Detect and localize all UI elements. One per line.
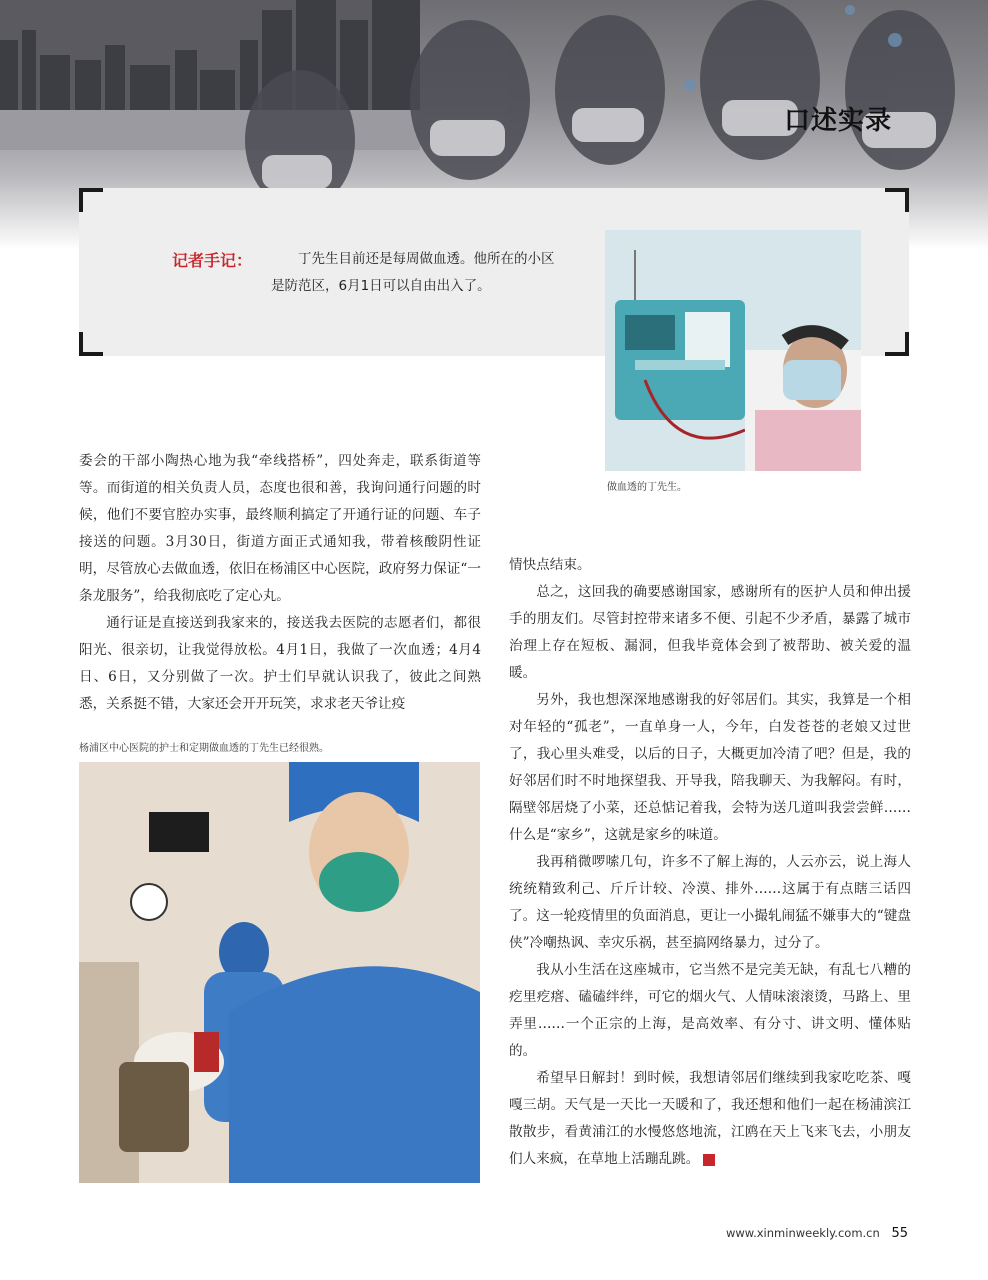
article-paragraph: 另外，我也想深深地感谢我的好邻居们。其实，我算是一个相对年轻的“孤老”，一直单身一人，今年，白发苍苍的老娘又过世了，我心里头难受，以后的日子，大概更加冷清了吧？但是，我的好邻居们时不时地探望我、开导我，陪我聊天、为我解闷。有时，隔壁邻居烧了小菜，还总惦记着我，会特为送几道叫我尝尝鲜……什么是“家乡”，这就是家乡的味道。 xyxy=(509,692,911,843)
nurse-photo xyxy=(79,762,480,1183)
reporter-note-label: 记者手记： xyxy=(172,251,253,270)
corner-bracket-top-left xyxy=(79,188,103,212)
article-paragraph: 我再稍微啰嗦几句，许多不了解上海的，人云亦云，说上海人统统精致利己、斤斤计较、冷漠、排外……这属于有点瞎三话四了。这一轮疫情里的负面消息，更让一小撮轧闹猛不嫌事大的“键盘侠”冷嘲热讽、幸灾乐祸，甚至搞网络暴力，过分了。 xyxy=(509,854,911,951)
article-left-column xyxy=(79,448,481,718)
reporter-note-text: 丁先生目前还是每周做血透。他所在的小区是防范区，6月1日可以自由出入了。 xyxy=(271,251,555,294)
top-photo-caption: 做血透的丁先生。 xyxy=(607,482,687,493)
page-footer xyxy=(726,1226,908,1241)
bottom-photo-caption: 杨浦区中心医院的护士和定期做血透的丁先生已经很熟。 xyxy=(79,743,329,754)
article-paragraph: 通行证是直接送到我家来的，接送我去医院的志愿者们，都很阳光、很亲切，让我觉得放松。4月1日，我做了一次血透；4月4日、6日，又分别做了一次。护士们早就认识我了，彼此之间熟悉，关系挺不错，大家还会开开玩笑，求求老天爷让疫 xyxy=(79,615,481,712)
article-paragraph: 希望早日解封！到时候，我想请邻居们继续到我家吃吃茶、嘎嘎三胡。天气是一天比一天暖和了，我还想和他们一起在杨浦滨江散散步，看黄浦江的水慢悠悠地流，江鸥在天上飞来飞去，小朋友们人来疯，在草地上活蹦乱跳。 xyxy=(509,1070,911,1167)
dialysis-patient-photo xyxy=(605,230,861,471)
corner-bracket-bottom-right xyxy=(885,332,909,356)
dialysis-photo-illustration xyxy=(605,230,861,471)
article-paragraph: 总之，这回我的确要感谢国家，感谢所有的医护人员和伸出援手的朋友们。尽管封控带来诸多不便、引起不少矛盾，暴露了城市治理上存在短板、漏洞，但我毕竟体会到了被帮助、被关爱的温暖。 xyxy=(509,584,911,681)
nurse-photo-illustration xyxy=(79,762,480,1183)
corner-bracket-bottom-left xyxy=(79,332,103,356)
corner-bracket-top-right xyxy=(885,188,909,212)
page-number: 55 xyxy=(891,1226,908,1241)
article-right-column xyxy=(509,552,911,1173)
article-paragraph: 我从小生活在这座城市，它当然不是完美无缺，有乱七八糟的疙里疙瘩、磕磕绊绊，可它的烟火气、人情味滚滚烫，马路上、里弄里……一个正宗的上海，是高效率、有分寸、讲文明、懂体贴的。 xyxy=(509,962,911,1059)
article-paragraph: 情快点结束。 xyxy=(509,557,591,573)
article-paragraph: 委会的干部小陶热心地为我“牵线搭桥”，四处奔走，联系街道等等。而街道的相关负责人员，态度也很和善，我询问通行问题的时候，他们不要官腔办实事，最终顺利搞定了开通行证的问题、车子接送的问题。3月30日，街道方面正式通知我，带着核酸阴性证明，尽管放心去做血透，依旧在杨浦区中心医院，政府努力保证“一条龙服务”，给我彻底吃了定心丸。 xyxy=(79,453,481,604)
magazine-url: www.xinminweekly.com.cn xyxy=(725,1226,880,1240)
end-mark-icon: 民 xyxy=(703,1154,715,1166)
section-title: 口述实录 xyxy=(783,106,892,136)
